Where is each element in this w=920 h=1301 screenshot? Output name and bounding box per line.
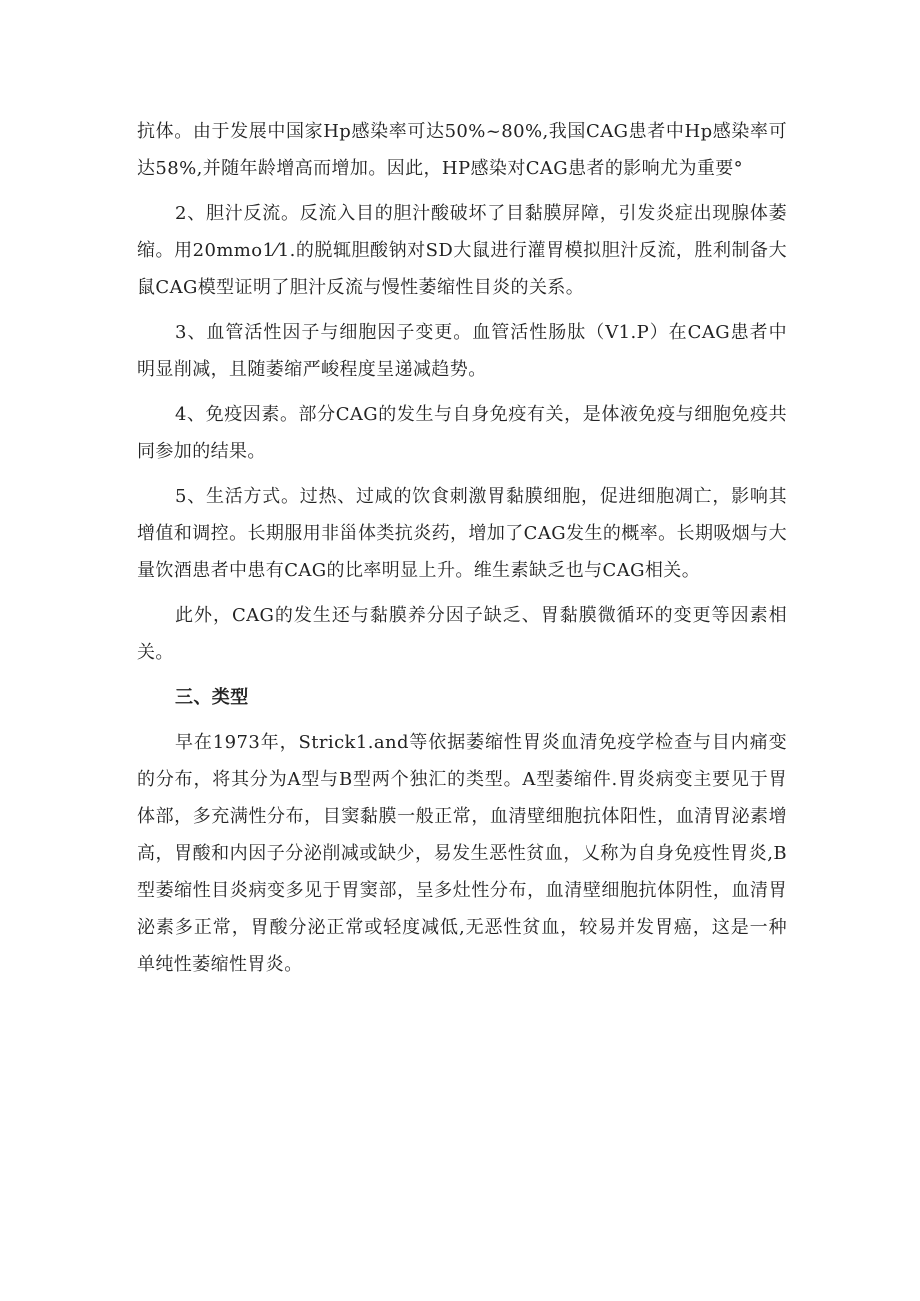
paragraph-hp-infection: 抗体。由于发展中国家Hp感染率可达50%~80%,我国CAG患者中Hp感染率可达58%,并随年龄增高而增加。因此，HP感染对CAG患者的影响尤为重要° bbox=[137, 121, 787, 179]
paragraph-immune-factors: 4、免疫因素。部分CAG的发生与自身免疫有关，是体液免疫与细胞免疫共同参加的结果。 bbox=[137, 404, 787, 462]
paragraph-types-description: 早在1973年，Strick1.and等依据萎缩性胃炎血清免疫学检查与目内痛变的分布，将其分为A型与B型两个独汇的类型。A型萎缩件.胃炎病变主要见于胃体部，多充满性分布，目窦黏膜一般正常，血清壁细胞抗体阳性，血清胃泌素增高，胃酸和内因子分泌削减或缺少，易发生恶性贫血，乂称为自身免疫性胃炎,B型萎缩性目炎病变多见于胃窦部，呈多灶性分布，血清壁细胞抗体阴性，血清胃泌素多正常，胃酸分泌正常或轻度减低,无恶性贫血，较易并发胃癌，这是一种单纯性萎缩性胃炎。 bbox=[137, 732, 787, 975]
paragraph-other-factors: 此外，CAG的发生还与黏膜养分因子缺乏、胃黏膜微循环的变更等因素相关。 bbox=[137, 605, 787, 663]
paragraph-lifestyle: 5、生活方式。过热、过咸的饮食刺激胃黏膜细胞，促进细胞凋亡，影响其增值和调控。长期服用非甾体类抗炎药，增加了CAG发生的概率。长期吸烟与大量饮酒患者中患有CAG的比率明显上升。维生素缺乏也与CAG相关。 bbox=[137, 486, 787, 581]
document-body bbox=[137, 113, 787, 991]
section-heading-types: 三、类型 bbox=[175, 687, 249, 708]
paragraph-bile-reflux: 2、胆汁反流。反流入目的胆汁酸破坏了目黏膜屏障，引发炎症出现腺体萎缩。用20mmo1⁄1.的脱辄胆酸钠对SD大鼠进行灌胃模拟胆汁反流，胜利制备大鼠CAG模型证明了胆汁反流与慢性萎缩性目炎的关系。 bbox=[137, 203, 787, 298]
paragraph-vasoactive-factors: 3、血管活性因子与细胞因子变更。血管活性肠肽（V1.P）在CAG患者中明显削减，且随萎缩严峻程度呈递减趋势。 bbox=[137, 322, 787, 380]
